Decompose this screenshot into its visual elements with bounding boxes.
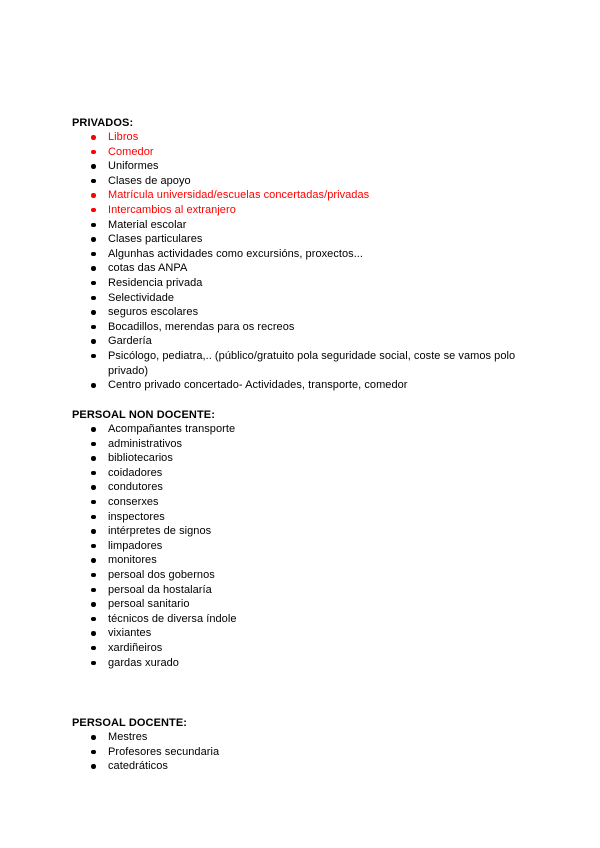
list-item-text: cotas das ANPA — [108, 262, 188, 275]
list-item — [72, 437, 542, 452]
list-item — [72, 305, 542, 320]
bullet-icon — [91, 750, 96, 755]
bullet-icon — [91, 631, 96, 636]
list-item-text: Centro privado concertado- Actividades, transporte, comedor — [108, 379, 408, 392]
list-item — [72, 745, 542, 760]
list-persoal-non-docente — [72, 422, 542, 670]
bullet-icon — [91, 266, 96, 271]
bullet-icon — [91, 164, 96, 169]
bullet-icon — [91, 529, 96, 534]
list-item — [72, 730, 542, 745]
list-item-text: coidadores — [108, 466, 163, 479]
list-item-text: Clases de apoyo — [108, 174, 191, 187]
list-item — [72, 480, 542, 495]
list-item-text: inspectores — [108, 510, 165, 523]
bullet-icon — [91, 588, 96, 593]
list-item — [72, 510, 542, 525]
bullet-icon — [91, 764, 96, 769]
bullet-icon — [91, 339, 96, 344]
bullet-icon — [91, 150, 96, 155]
list-item — [72, 349, 542, 378]
list-item-text: Selectividade — [108, 291, 175, 304]
list-item-text: Residencia privada — [108, 276, 203, 289]
list-item — [72, 597, 542, 612]
list-item — [72, 247, 542, 262]
bullet-icon — [91, 193, 96, 198]
bullet-icon — [91, 617, 96, 622]
list-item-text: Mestres — [108, 731, 148, 743]
list-item — [72, 466, 542, 481]
list-item — [72, 188, 542, 203]
bullet-icon — [91, 661, 96, 666]
list-item — [72, 218, 542, 233]
list-item-text: Libros — [108, 131, 139, 143]
list-item-text: intérpretes de signos — [108, 525, 212, 538]
list-item-text: Uniformes — [108, 160, 159, 173]
bullet-icon — [91, 296, 96, 301]
list-item — [72, 524, 542, 539]
list-item-text: monitores — [108, 554, 157, 567]
bullet-icon — [91, 558, 96, 563]
list-item — [72, 334, 542, 349]
list-item-text: conserxes — [108, 495, 159, 508]
list-item-text: bibliotecarios — [108, 452, 173, 465]
list-item-text: gardas xurado — [108, 656, 179, 669]
list-item — [72, 174, 542, 189]
bullet-icon — [91, 602, 96, 607]
bullet-icon — [91, 208, 96, 213]
list-item — [72, 553, 542, 568]
list-item-text: Matrícula universidad/escuelas concertadas/privadas — [108, 189, 370, 202]
list-item-text: vixiantes — [108, 627, 152, 640]
list-item-text: Acompañantes transporte — [108, 423, 236, 435]
list-item — [72, 656, 542, 671]
bullet-icon — [91, 252, 96, 257]
list-item-text: limpadores — [108, 539, 163, 552]
list-item — [72, 276, 542, 291]
list-item-text: administrativos — [108, 437, 183, 450]
bullet-icon — [91, 573, 96, 578]
list-item-text: Psicólogo, pediatra,.. (público/gratuito pola seguridade social, coste se vamos polo privado) — [108, 349, 516, 377]
bullet-icon — [91, 485, 96, 490]
bullet-icon — [91, 135, 96, 140]
list-item-text: Bocadillos, merendas para os recreos — [108, 320, 295, 333]
list-item-text: Comedor — [108, 145, 154, 158]
list-item-text: Clases particulares — [108, 233, 203, 246]
list-item — [72, 759, 542, 774]
bullet-icon — [91, 427, 96, 432]
list-item — [72, 261, 542, 276]
list-persoal-docente — [72, 730, 542, 774]
list-item-text: xardiñeiros — [108, 641, 163, 654]
list-item — [72, 539, 542, 554]
bullet-icon — [91, 281, 96, 286]
list-item — [72, 626, 542, 641]
bullet-icon — [91, 442, 96, 447]
list-item — [72, 495, 542, 510]
list-item — [72, 232, 542, 247]
list-item-text: Material escolar — [108, 218, 187, 231]
list-item — [72, 203, 542, 218]
list-item — [72, 145, 542, 160]
bullet-icon — [91, 179, 96, 184]
bullet-icon — [91, 735, 96, 740]
list-item — [72, 583, 542, 598]
list-item-text: Algunhas actividades como excursións, proxectos... — [108, 247, 364, 260]
list-item-text: persoal dos gobernos — [108, 568, 215, 581]
list-item — [72, 451, 542, 466]
section-heading-privados: PRIVADOS: — [72, 117, 134, 129]
list-item — [72, 378, 542, 393]
section-privados — [72, 116, 542, 393]
list-privados — [72, 130, 542, 393]
bullet-icon — [91, 646, 96, 651]
bullet-icon — [91, 544, 96, 549]
list-item-text: persoal sanitario — [108, 598, 190, 611]
bullet-icon — [91, 500, 96, 505]
bullet-icon — [91, 456, 96, 461]
bullet-icon — [91, 383, 96, 388]
section-heading-persoal-docente: PERSOAL DOCENTE: — [72, 717, 188, 729]
section-persoal-non-docente — [72, 408, 542, 670]
bullet-icon — [91, 471, 96, 476]
bullet-icon — [91, 237, 96, 242]
section-heading-persoal-non-docente: PERSOAL NON DOCENTE: — [72, 409, 215, 421]
list-item — [72, 130, 542, 145]
list-item — [72, 641, 542, 656]
bullet-icon — [91, 354, 96, 359]
list-item-text: catedráticos — [108, 760, 168, 773]
list-item-text: condutores — [108, 481, 163, 494]
list-item-text: Profesores secundaria — [108, 745, 220, 758]
bullet-icon — [91, 223, 96, 228]
list-item — [72, 320, 542, 335]
list-item-text: Intercambios al extranjero — [108, 203, 236, 216]
list-item — [72, 568, 542, 583]
list-item — [72, 159, 542, 174]
list-item-text: técnicos de diversa índole — [108, 612, 237, 625]
list-item — [72, 612, 542, 627]
section-persoal-docente — [72, 716, 542, 774]
bullet-icon — [91, 310, 96, 315]
list-item-text: Gardería — [108, 335, 152, 348]
bullet-icon — [91, 325, 96, 330]
list-item — [72, 422, 542, 437]
bullet-icon — [91, 515, 96, 520]
list-item-text: seguros escolares — [108, 306, 199, 319]
list-item-text: persoal da hostalaría — [108, 583, 212, 596]
list-item — [72, 291, 542, 306]
